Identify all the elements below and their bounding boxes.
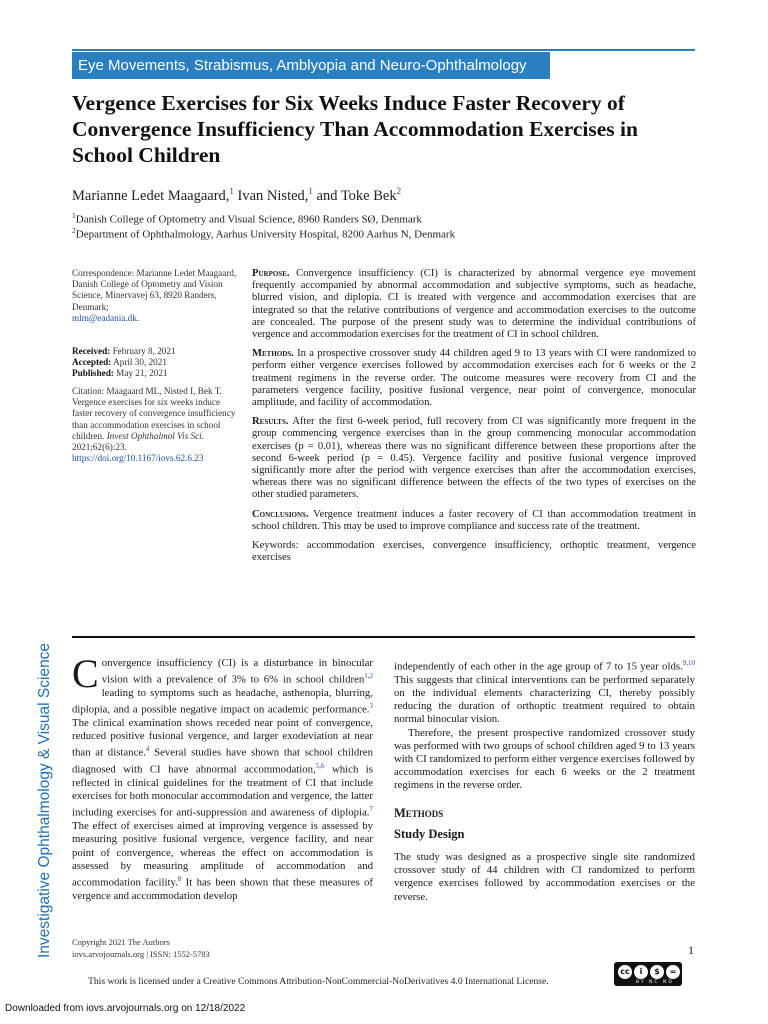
body-paragraph: independently of each other in the age group of 7 to 15 year olds.$^{9,10}$ This suggests that clinical interventions can be performed separately on the individual elements characterizing CI, thereby possibly reducing the duration of orthoptic treatment required to obtain normal binocular vision. bbox=[394, 659, 695, 726]
journal-info: iovs.arvojournals.org | ISSN: 1552-5783 bbox=[72, 949, 210, 959]
body-paragraph: Therefore, the present prospective randomized crossover study was performed with two groups of school children aged 9 to 13 years with CI randomized to perform either vergence exercises followed by accommodation exercises for each 6 weeks or the 2 treatment regimens in the reverse order. bbox=[394, 726, 695, 792]
citation-block: Citation: Maagaard ML, Nisted I, Bek T. Vergence exercises for six weeks induce faster recovery of convergence insufficiency than accommodation exercises in school children. Invest Ophthalmol Vis Sci. 2021;62(6):23. https://doi.org/10.1167/iovs.62.6.23 bbox=[72, 386, 236, 464]
author-name: Marianne Ledet Maagaard, bbox=[72, 187, 230, 204]
author-list bbox=[72, 186, 401, 205]
citation-ref[interactable]: 9,10 bbox=[682, 659, 695, 667]
abstract-methods: Methods. In a prospective crossover study 44 children aged 9 to 13 years with CI were randomized to perform either vergence exercises followed by accommodation exercises each for 6 weeks or the 2 treatment regimens in the reverse order. The outcome measures were recovery from CI and the parameters vergence facility, positive fusional vergence, near point of convergence, monocular amplitude, and facility of accommodation. bbox=[252, 348, 696, 409]
citation-ref[interactable]: 1,2 bbox=[364, 672, 373, 681]
author-name: Ivan Nisted, bbox=[233, 187, 309, 204]
doi-link[interactable]: https://doi.org/10.1167/iovs.62.6.23 bbox=[72, 453, 204, 464]
by-icon: i bbox=[634, 965, 648, 979]
abstract-divider bbox=[72, 636, 695, 638]
email-link[interactable]: mlm@eadania.dk bbox=[72, 312, 137, 323]
citation-ref[interactable]: 5,6 bbox=[315, 762, 325, 771]
body-column-right bbox=[394, 657, 695, 904]
page-number: 1 bbox=[688, 943, 694, 957]
methods-heading: Methods bbox=[394, 805, 444, 820]
author-affil-ref[interactable]: 2 bbox=[396, 186, 402, 196]
section-banner: Eye Movements, Strabismus, Amblyopia and Neuro-Ophthalmology bbox=[72, 52, 550, 79]
correspondence-block: Correspondence: Marianne Ledet Maagaard, Danish College of Optometry and Vision Science, Minervavej 63, 8920 Randers, Denmark; mlm@eadania.dk. bbox=[72, 268, 237, 323]
cc-license-badge[interactable] bbox=[614, 962, 682, 986]
body-paragraph: The study was designed as a prospective single site randomized crossover study of 44 children with CI randomized to perform vergence exercises followed by accommodation exercises or the reverse. bbox=[394, 851, 695, 903]
study-design-heading: Study Design bbox=[394, 826, 465, 841]
download-notice: Downloaded from iovs.arvojournals.org on 12/18/2022 bbox=[5, 1003, 246, 1014]
journal-name-vertical: Investigative Ophthalmology & Visual Science bbox=[36, 642, 53, 958]
article-title: Vergence Exercises for Six Weeks Induce Faster Recovery of Convergence Insufficiency Than Accommodation Exercises in School Children bbox=[72, 91, 638, 167]
body-column-left bbox=[72, 651, 374, 903]
author-name: and Toke Bek bbox=[312, 187, 397, 204]
author-affil-ref[interactable]: 1 bbox=[308, 186, 313, 196]
nd-icon: = bbox=[666, 965, 680, 979]
abstract-results: Results. After the first 6-week period, full recovery from CI was significantly more frequent in the group commencing vergence exercises than in the group commencing monocular accommodation exercises (p = 0.01), whereas there was no significant difference between these proportions after the second 6-week period (p = 0.45). Vergence facility and positive fusional vergence improved significantly more after the period with vergence exercises than after the accommodation exercises, whereas there was no significant difference between the effects of the two types of exercises on the other studied parameters. bbox=[252, 416, 696, 501]
citation-ref[interactable]: 3 bbox=[369, 702, 373, 711]
dates-block: Received: February 8, 2021 Accepted: April 30, 2021 Published: May 21, 2021 bbox=[72, 346, 176, 379]
citation-ref[interactable]: 7 bbox=[369, 805, 373, 814]
citation-ref[interactable]: 8 bbox=[177, 875, 182, 884]
abstract-purpose: Purpose. Convergence insufficiency (CI) is characterized by abnormal vergence eye movement frequently accompanied by abnormal accommodation and subjective symptoms, such as headache, blurred vision, and diplopia. CI is treated with vergence and accommodation exercises that are integrated so that the relative contributions of vergence and accommodation exercises to the outcome are concealed. The purpose of the present study was to determine the individual contributions of vergence and accommodation exercises for the treatment of CI in school children. bbox=[252, 268, 696, 341]
abstract-conclusions: Conclusions. Vergence treatment induces a faster recovery of CI than accommodation treatment in school children. This may be used to improve compliance and success rate of the treatment. bbox=[252, 508, 696, 532]
cc-icon: cc bbox=[618, 965, 632, 979]
cc-badge-label: BY NC ND bbox=[636, 980, 674, 985]
affiliation-2: $^2$Department of Ophthalmology, Aarhus University Hospital, 8200 Aarhus N, Denmark bbox=[72, 226, 456, 241]
intro-paragraph: Convergence insufficiency (CI) is a disturbance in binocular vision with a prevalence of 3% to 6% in school children$^{1,2}$ leading to symptoms such as headache, asthenopia, blurring, diplopia, and a possible negative impact on academic performance.$^3$ The clinical examination shows receded near point of convergence, reduced positive fusional vergence, and larger exodeviation at near than at distance.$^4$ Several studies have shown that school children diagnosed with CI have abnormal accommodation,$^{5,6}$ which is reflected in clinical guidelines for the treatment of CI that include exercises for both monocular accommodation and vergence, the latter including exercises for anti-suppression and awareness of diplopia.$^7$ The effect of exercises aimed at improving vergence is assessed by measuring positive fusional vergence, vergence facility, and near point of convergence, whereas the effect on accommodation is assessed by measuring amplitude of accommodation and accommodation facility.$^8$ It has been shown that these measures of vergence and accommodation develop bbox=[72, 651, 374, 902]
header-rule bbox=[72, 49, 695, 51]
drop-cap: C bbox=[72, 651, 99, 696]
nc-icon: $ bbox=[650, 965, 664, 979]
keywords: Keywords: accommodation exercises, convergence insufficiency, orthoptic treatment, vergence exercises bbox=[252, 540, 696, 564]
copyright: Copyright 2021 The Authors bbox=[72, 937, 170, 947]
affiliation-1: $^1$Danish College of Optometry and Visual Science, 8960 Randers SØ, Denmark bbox=[72, 211, 422, 226]
author-affil-ref[interactable]: 1 bbox=[229, 186, 234, 196]
license-text: This work is licensed under a Creative Commons Attribution-NonCommercial-NoDerivatives 4.0 International License. bbox=[88, 976, 549, 987]
abstract bbox=[252, 268, 696, 571]
citation-ref[interactable]: 4 bbox=[145, 745, 150, 754]
